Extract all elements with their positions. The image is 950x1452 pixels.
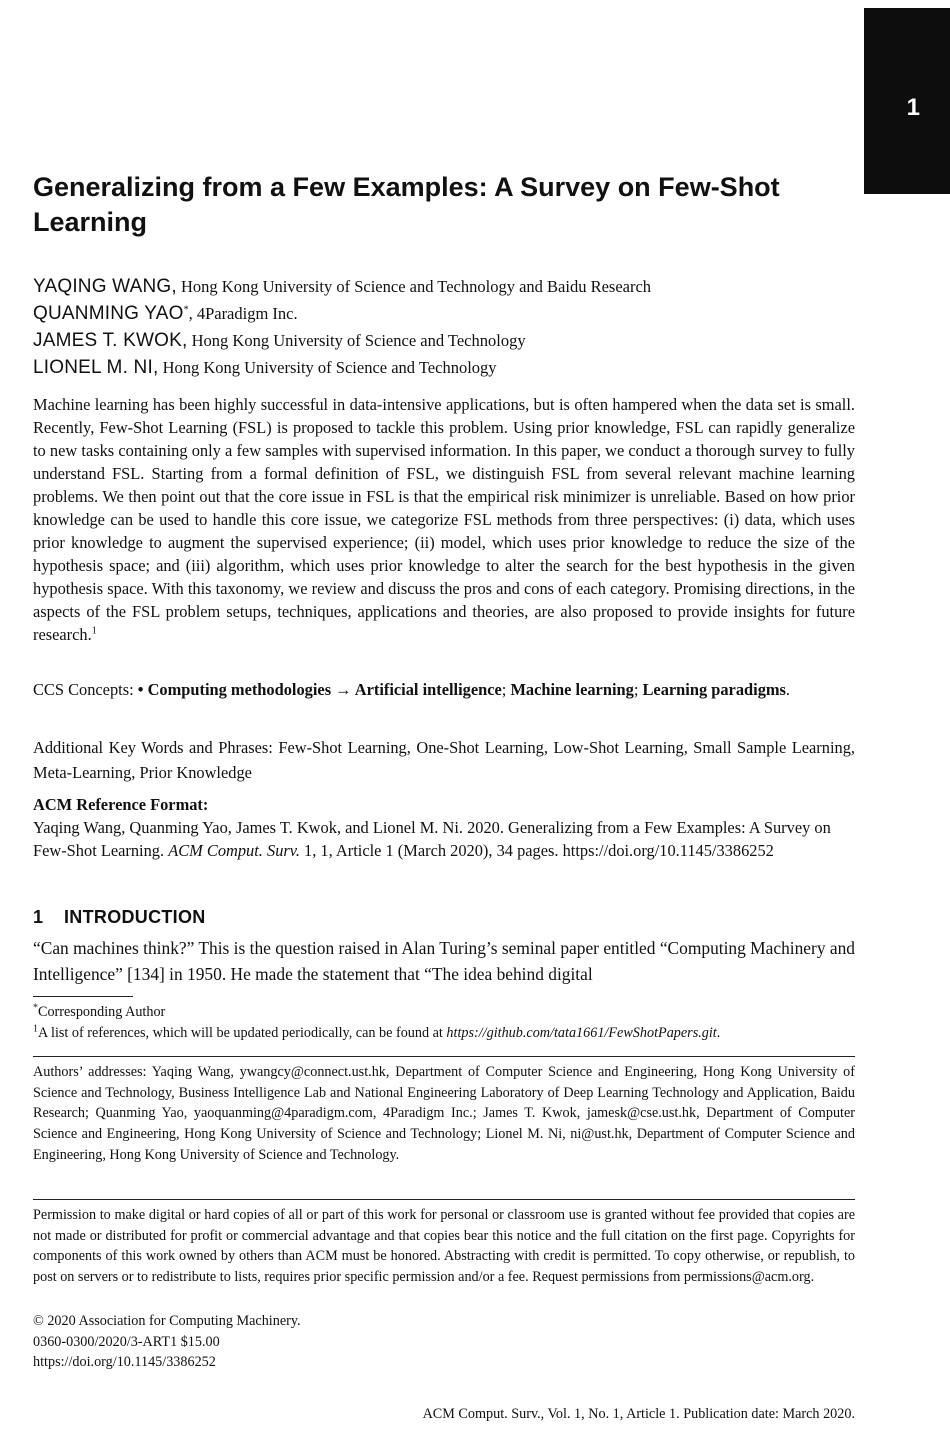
page-number-tab xyxy=(864,8,950,194)
acm-reference-text: Yaqing Wang, Quanming Yao, James T. Kwok, and Lionel M. Ni. 2020. Generalizing from a Few Examples: A Survey on Few-Shot Learning. xyxy=(33,818,831,860)
author-name: YAQING WANG, xyxy=(33,276,177,297)
footnote-end: . xyxy=(716,1025,721,1041)
author-entry xyxy=(33,300,855,327)
copyright: © 2020 Association for Computing Machinery. xyxy=(33,1313,301,1329)
footnote-ref: 1 xyxy=(91,625,97,637)
ccs-concept: Learning paradigms xyxy=(642,680,786,699)
ccs-concept: Computing methodologies xyxy=(147,680,332,699)
acm-reference-heading: ACM Reference Format: xyxy=(33,795,209,814)
section-heading xyxy=(33,905,206,929)
author-affiliation: Hong Kong University of Science and Technology xyxy=(191,331,526,350)
footnote-marker: 1 xyxy=(33,1023,38,1035)
ccs-end: . xyxy=(785,680,791,699)
author-name: LIONEL M. NI, xyxy=(33,357,159,378)
author-affiliation: 4Paradigm Inc. xyxy=(196,304,298,323)
author-entry xyxy=(33,354,855,381)
issn: 0360-0300/2020/3-ART1 $15.00 xyxy=(33,1333,220,1350)
author-name: JAMES T. KWOK, xyxy=(33,330,188,351)
ccs-concept: Artificial intelligence xyxy=(354,680,502,699)
ccs-concept: Machine learning xyxy=(510,680,634,699)
addresses-rule xyxy=(33,1056,855,1057)
acm-reference-details: 1, 1, Article 1 (March 2020), 34 pages. https://doi.org/10.1145/3386252 xyxy=(299,841,774,860)
keywords: Additional Key Words and Phrases: Few-Shot Learning, One-Shot Learning, Low-Shot Learning, Small Sample Learning, Meta-Learning, Prior Knowledge xyxy=(33,738,855,782)
abstract xyxy=(33,393,855,646)
section-number: 1 xyxy=(33,907,44,927)
running-footer: ACM Comput. Surv., Vol. 1, No. 1, Article 1. Publication date: March 2020. xyxy=(422,1406,855,1422)
ccs-separator: ; xyxy=(501,680,511,699)
ccs-arrow: → xyxy=(331,680,355,699)
section-paragraph: “Can machines think?” This is the question raised in Alan Turing’s seminal paper entitled “Computing Machinery and Intelligence” [134] in 1950. He made the statement that “The idea behind digital xyxy=(33,938,855,984)
doi-link[interactable]: https://doi.org/10.1145/3386252 xyxy=(33,1354,216,1371)
author-affiliation: Hong Kong University of Science and Technology and Baidu Research xyxy=(180,277,652,296)
author-list xyxy=(33,273,855,381)
author-marker: * xyxy=(183,304,189,316)
acm-reference xyxy=(33,816,855,862)
paper-title: Generalizing from a Few Examples: A Survey on Few-Shot Learning xyxy=(33,172,780,237)
permission-rule xyxy=(33,1199,855,1200)
acm-reference-journal: ACM Comput. Surv. xyxy=(168,841,300,860)
footnote-link[interactable]: https://github.com/tata1661/FewShotPapers.git xyxy=(446,1025,717,1041)
ccs-separator: ; xyxy=(633,680,643,699)
author-name: QUANMING YAO xyxy=(33,303,184,324)
author-entry xyxy=(33,273,855,300)
permission-notice: Permission to make digital or hard copies of all or part of this work for personal or classroom use is granted without fee provided that copies are not made or distributed for profit or commercial advantage and that copies bear this notice and the full citation on the first page. Copyrights for components of this work owned by others than ACM must be honored. Abstracting with credit is permitted. To copy otherwise, or republish, to post on servers or to redistribute to lists, requires prior specific permission and/or a fee. Request permissions from permissions@acm.org. xyxy=(33,1207,855,1286)
publication-info xyxy=(33,1311,855,1373)
footnote-text: A list of references, which will be updated periodically, can be found at xyxy=(38,1025,447,1041)
footnote-marker: * xyxy=(33,1002,38,1014)
ccs-concepts xyxy=(33,678,855,701)
footnote-rule xyxy=(33,996,133,997)
author-affiliation: Hong Kong University of Science and Technology xyxy=(162,358,497,377)
footnote xyxy=(33,1002,855,1023)
abstract-text: Machine learning has been highly successful in data-intensive applications, but is often hampered when the data set is small. Recently, Few-Shot Learning (FSL) is proposed to tackle this problem. Using prior knowledge, FSL can rapidly generalize to new tasks containing only a few samples with supervised information. In this paper, we conduct a thorough survey to fully understand FSL. Starting from a formal definition of FSL, we distinguish FSL from several relevant machine learning problems. We then point out that the core issue in FSL is that the empirical risk minimizer is unreliable. Based on how prior knowledge can be used to handle this core issue, we categorize FSL methods from three perspectives: (i) data, which uses prior knowledge to augment the supervised experience; (ii) model, which uses prior knowledge to reduce the size of the hypothesis space; and (iii) algorithm, which uses prior knowledge to alter the search for the best hypothesis in the given hypothesis space. With this taxonomy, we review and discuss the pros and cons of each category. Promising directions, in the aspects of the FSL problem setups, techniques, applications and theories, are also proposed to provide insights for future research. xyxy=(33,395,855,644)
footnotes xyxy=(33,1002,855,1044)
section-title: INTRODUCTION xyxy=(64,907,206,927)
ccs-bullet: • xyxy=(137,680,148,699)
author-entry xyxy=(33,327,855,354)
authors-addresses: Authors’ addresses: Yaqing Wang, ywangcy@connect.ust.hk, Department of Computer Science and Engineering, Hong Kong University of Science and Technology, Business Intelligence Lab and National Engineering Laboratory of Deep Learning Technology and Application, Baidu Research; Quanming Yao, yaoquanming@4paradigm.com, 4Paradigm Inc.; James T. Kwok, jamesk@cse.ust.hk, Department of Computer Science and Engineering, Hong Kong University of Science and Technology; Lionel M. Ni, ni@ust.hk, Department of Computer Science and Engineering, Hong Kong University of Science and Technology. xyxy=(33,1064,855,1163)
ccs-label: CCS Concepts: xyxy=(33,680,138,699)
author-separator: , xyxy=(188,304,197,323)
page-number: 1 xyxy=(906,94,920,121)
footnote xyxy=(33,1023,855,1044)
footnote-text: Corresponding Author xyxy=(38,1004,166,1020)
